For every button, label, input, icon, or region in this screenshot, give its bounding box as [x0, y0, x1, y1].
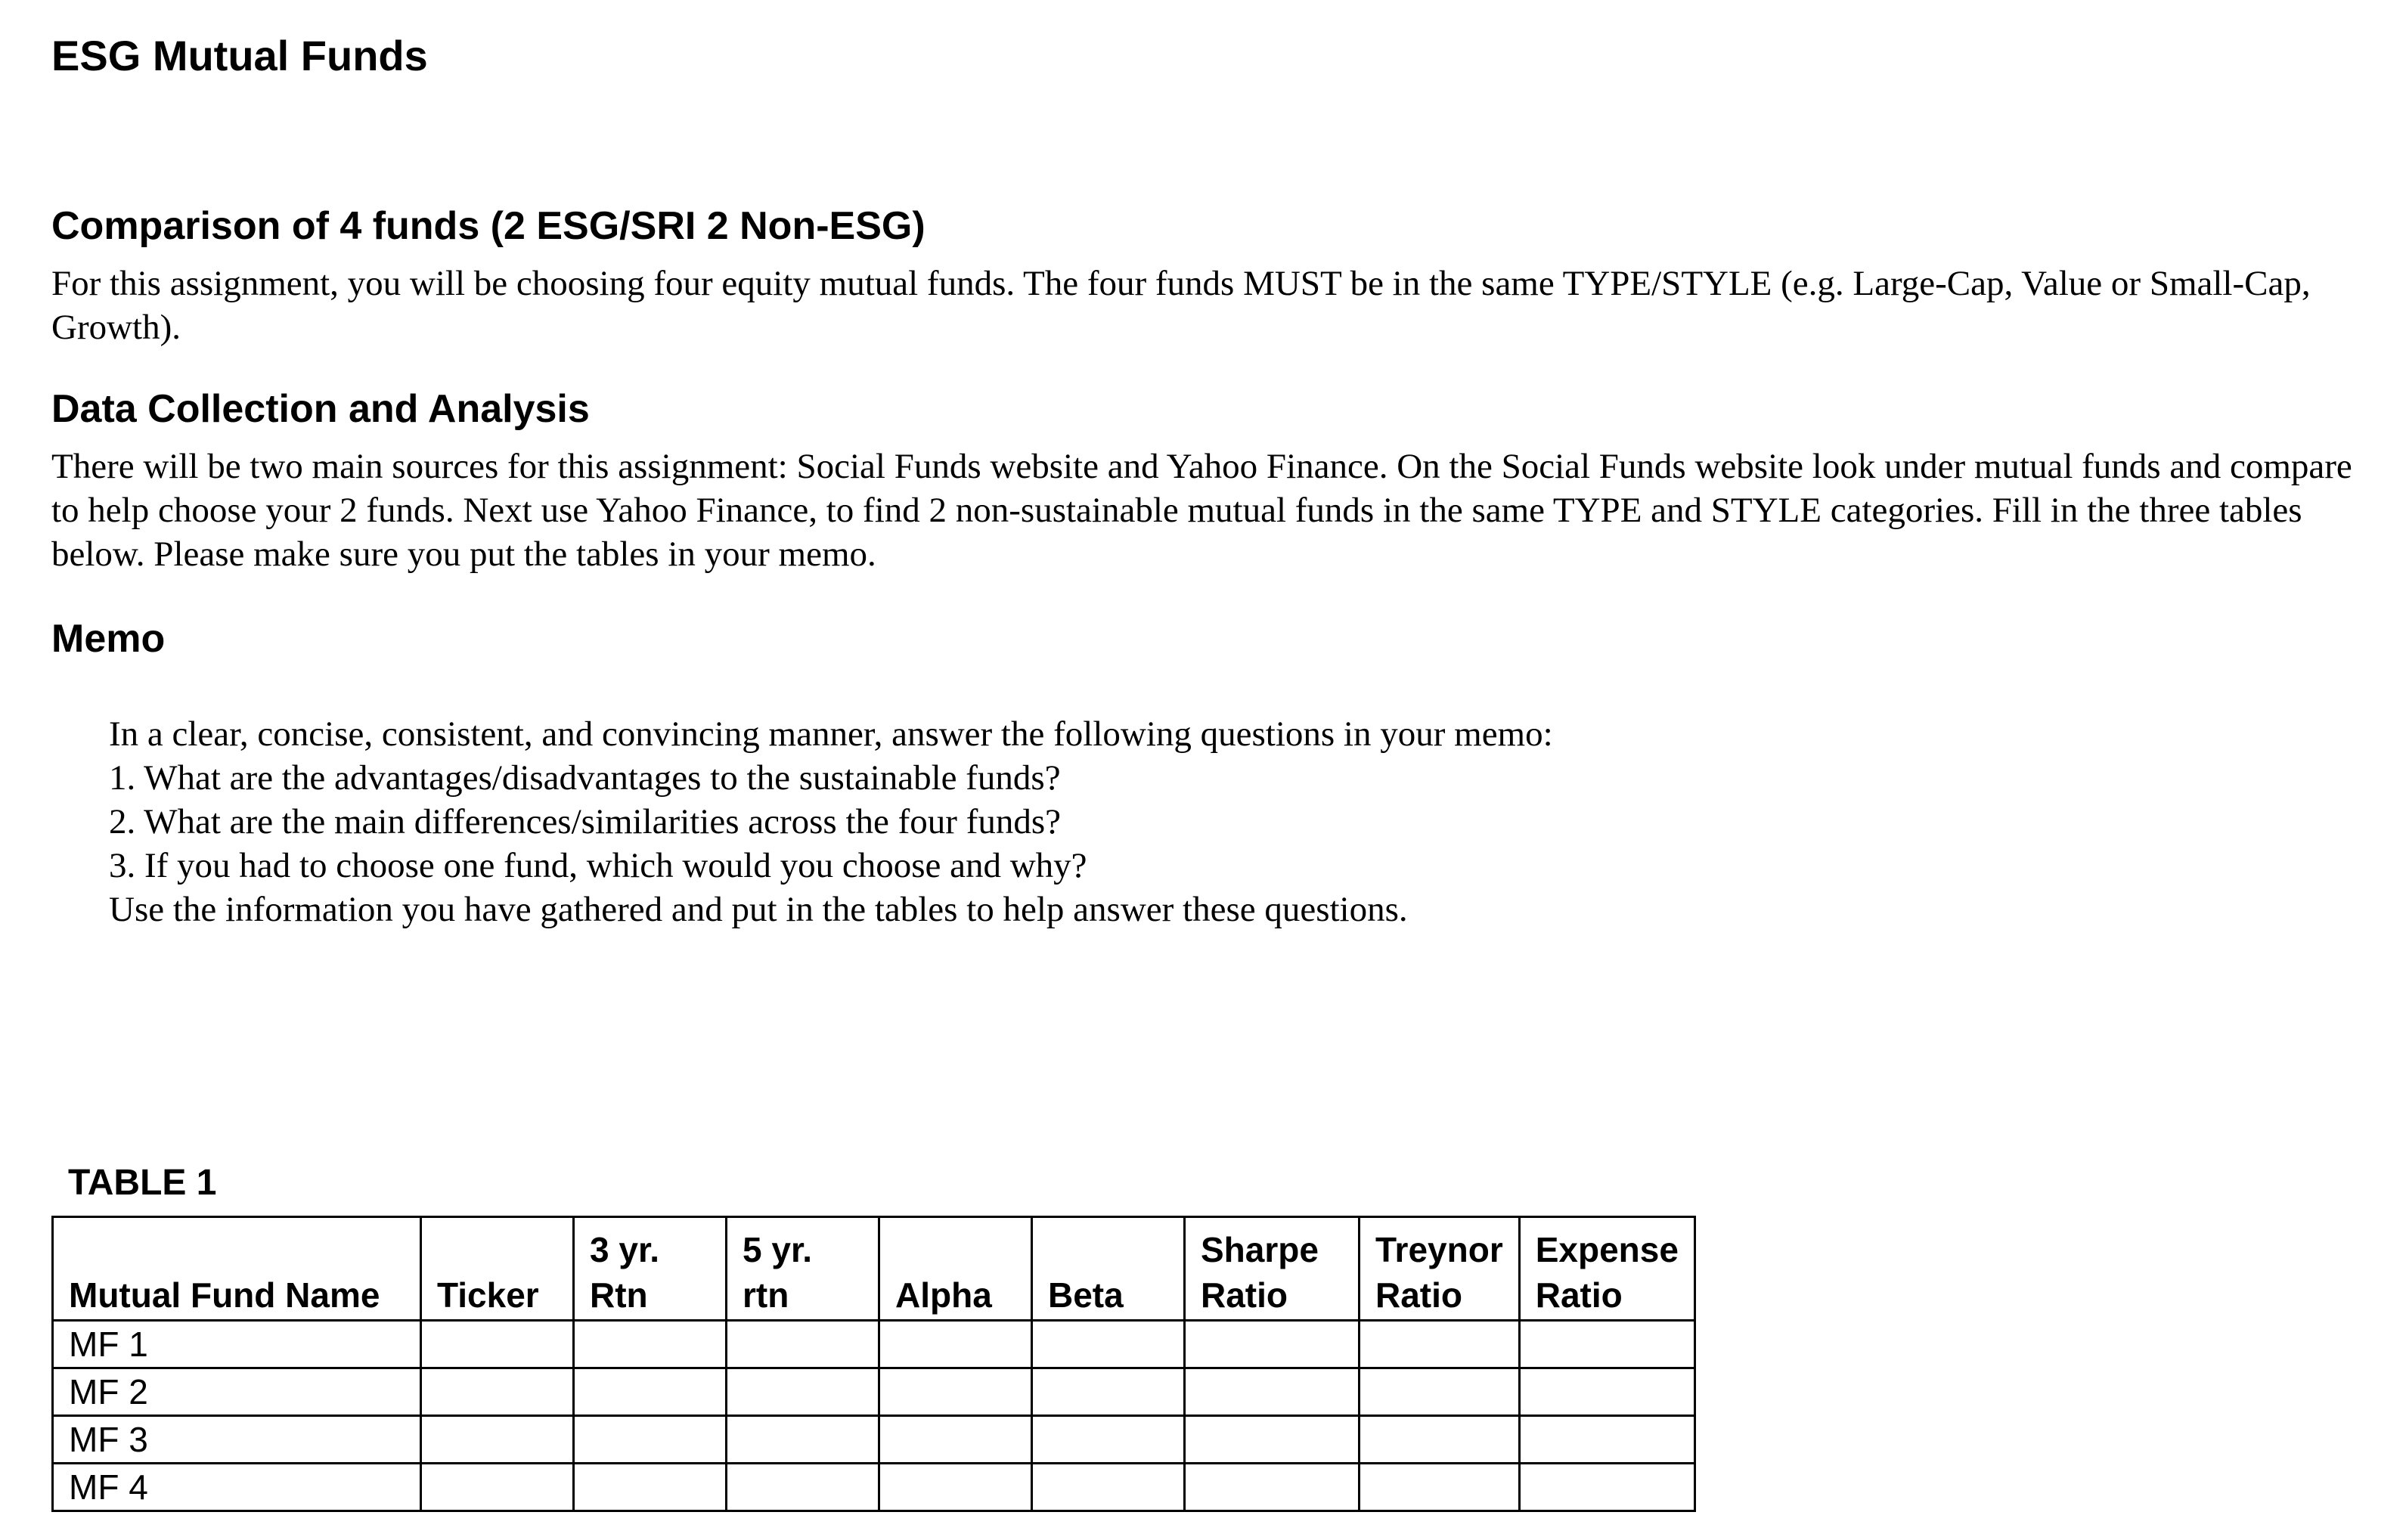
table-row — [53, 1464, 1695, 1511]
treynor-ratio-cell[interactable] — [1360, 1464, 1520, 1511]
5yr-rtn-cell[interactable] — [727, 1321, 879, 1368]
ticker-cell[interactable] — [421, 1368, 574, 1416]
alpha-cell[interactable] — [879, 1464, 1032, 1511]
sharpe-ratio-cell[interactable] — [1185, 1464, 1360, 1511]
alpha-cell[interactable] — [879, 1368, 1032, 1416]
ticker-cell[interactable] — [421, 1416, 574, 1464]
memo-question-2: 2. What are the main differences/similarities across the four funds? — [109, 802, 1061, 841]
treynor-ratio-cell[interactable] — [1360, 1368, 1520, 1416]
expense-ratio-cell[interactable] — [1519, 1321, 1694, 1368]
ticker-cell[interactable] — [421, 1464, 574, 1511]
3yr-rtn-cell[interactable] — [574, 1321, 727, 1368]
3yr-rtn-cell[interactable] — [574, 1464, 727, 1511]
beta-cell[interactable] — [1032, 1416, 1185, 1464]
table1-label: TABLE 1 — [68, 1163, 217, 1203]
header-mutual-fund-name: Mutual Fund Name — [53, 1217, 421, 1321]
fund-name-cell: MF 1 — [53, 1321, 421, 1368]
memo-closing-line: Use the information you have gathered and put in the tables to help answer these questions. — [109, 890, 1408, 929]
document-title: ESG Mutual Funds — [51, 32, 428, 79]
3yr-rtn-cell[interactable] — [574, 1368, 727, 1416]
table-row — [53, 1321, 1695, 1368]
fund-name-cell: MF 4 — [53, 1464, 421, 1511]
treynor-ratio-cell[interactable] — [1360, 1321, 1520, 1368]
memo-instructions — [109, 712, 1553, 931]
table-row — [53, 1368, 1695, 1416]
5yr-rtn-cell[interactable] — [727, 1368, 879, 1416]
header-expense-ratio: Expense Ratio — [1519, 1217, 1694, 1321]
treynor-ratio-cell[interactable] — [1360, 1416, 1520, 1464]
5yr-rtn-cell[interactable] — [727, 1464, 879, 1511]
header-alpha: Alpha — [879, 1217, 1032, 1321]
header-ticker: Ticker — [421, 1217, 574, 1321]
table-row — [53, 1416, 1695, 1464]
5yr-rtn-cell[interactable] — [727, 1416, 879, 1464]
fund-name-cell: MF 3 — [53, 1416, 421, 1464]
expense-ratio-cell[interactable] — [1519, 1368, 1694, 1416]
header-sharpe-ratio: Sharpe Ratio — [1185, 1217, 1360, 1321]
beta-cell[interactable] — [1032, 1368, 1185, 1416]
beta-cell[interactable] — [1032, 1464, 1185, 1511]
header-beta: Beta — [1032, 1217, 1185, 1321]
sharpe-ratio-cell[interactable] — [1185, 1416, 1360, 1464]
alpha-cell[interactable] — [879, 1416, 1032, 1464]
memo-question-3: 3. If you had to choose one fund, which would you choose and why? — [109, 846, 1087, 885]
expense-ratio-cell[interactable] — [1519, 1464, 1694, 1511]
section-heading-comparison: Comparison of 4 funds (2 ESG/SRI 2 Non-ESG) — [51, 204, 926, 248]
header-5yr-rtn: 5 yr. rtn — [727, 1217, 879, 1321]
section-body-data-collection: There will be two main sources for this assignment: Social Funds website and Yahoo Finance. On the Social Funds website look under mutual funds and compare to help choose your 2 funds. Next use Yahoo Finance, to find 2 non-sustainable mutual funds in the same TYPE and STYLE categories. Fill in the three tables below. Please make sure you put the tables in your memo. — [51, 447, 2352, 574]
header-3yr-rtn: 3 yr. Rtn — [574, 1217, 727, 1321]
section-body-comparison: For this assignment, you will be choosing four equity mutual funds. The four funds MUST be in the same TYPE/STYLE (e.g. Large-Cap, Value or Small-Cap, Growth). — [51, 264, 2311, 347]
expense-ratio-cell[interactable] — [1519, 1416, 1694, 1464]
sharpe-ratio-cell[interactable] — [1185, 1321, 1360, 1368]
header-treynor-ratio: Treynor Ratio — [1360, 1217, 1520, 1321]
alpha-cell[interactable] — [879, 1321, 1032, 1368]
ticker-cell[interactable] — [421, 1321, 574, 1368]
section-heading-memo: Memo — [51, 617, 166, 661]
memo-intro-line: In a clear, concise, consistent, and convincing manner, answer the following questions in your memo: — [109, 714, 1553, 754]
3yr-rtn-cell[interactable] — [574, 1416, 727, 1464]
beta-cell[interactable] — [1032, 1321, 1185, 1368]
memo-question-1: 1. What are the advantages/disadvantages to the sustainable funds? — [109, 758, 1061, 798]
fund-name-cell: MF 2 — [53, 1368, 421, 1416]
sharpe-ratio-cell[interactable] — [1185, 1368, 1360, 1416]
section-heading-data-collection: Data Collection and Analysis — [51, 387, 590, 431]
table1 — [51, 1216, 1696, 1512]
table1-header-row — [53, 1217, 1695, 1321]
